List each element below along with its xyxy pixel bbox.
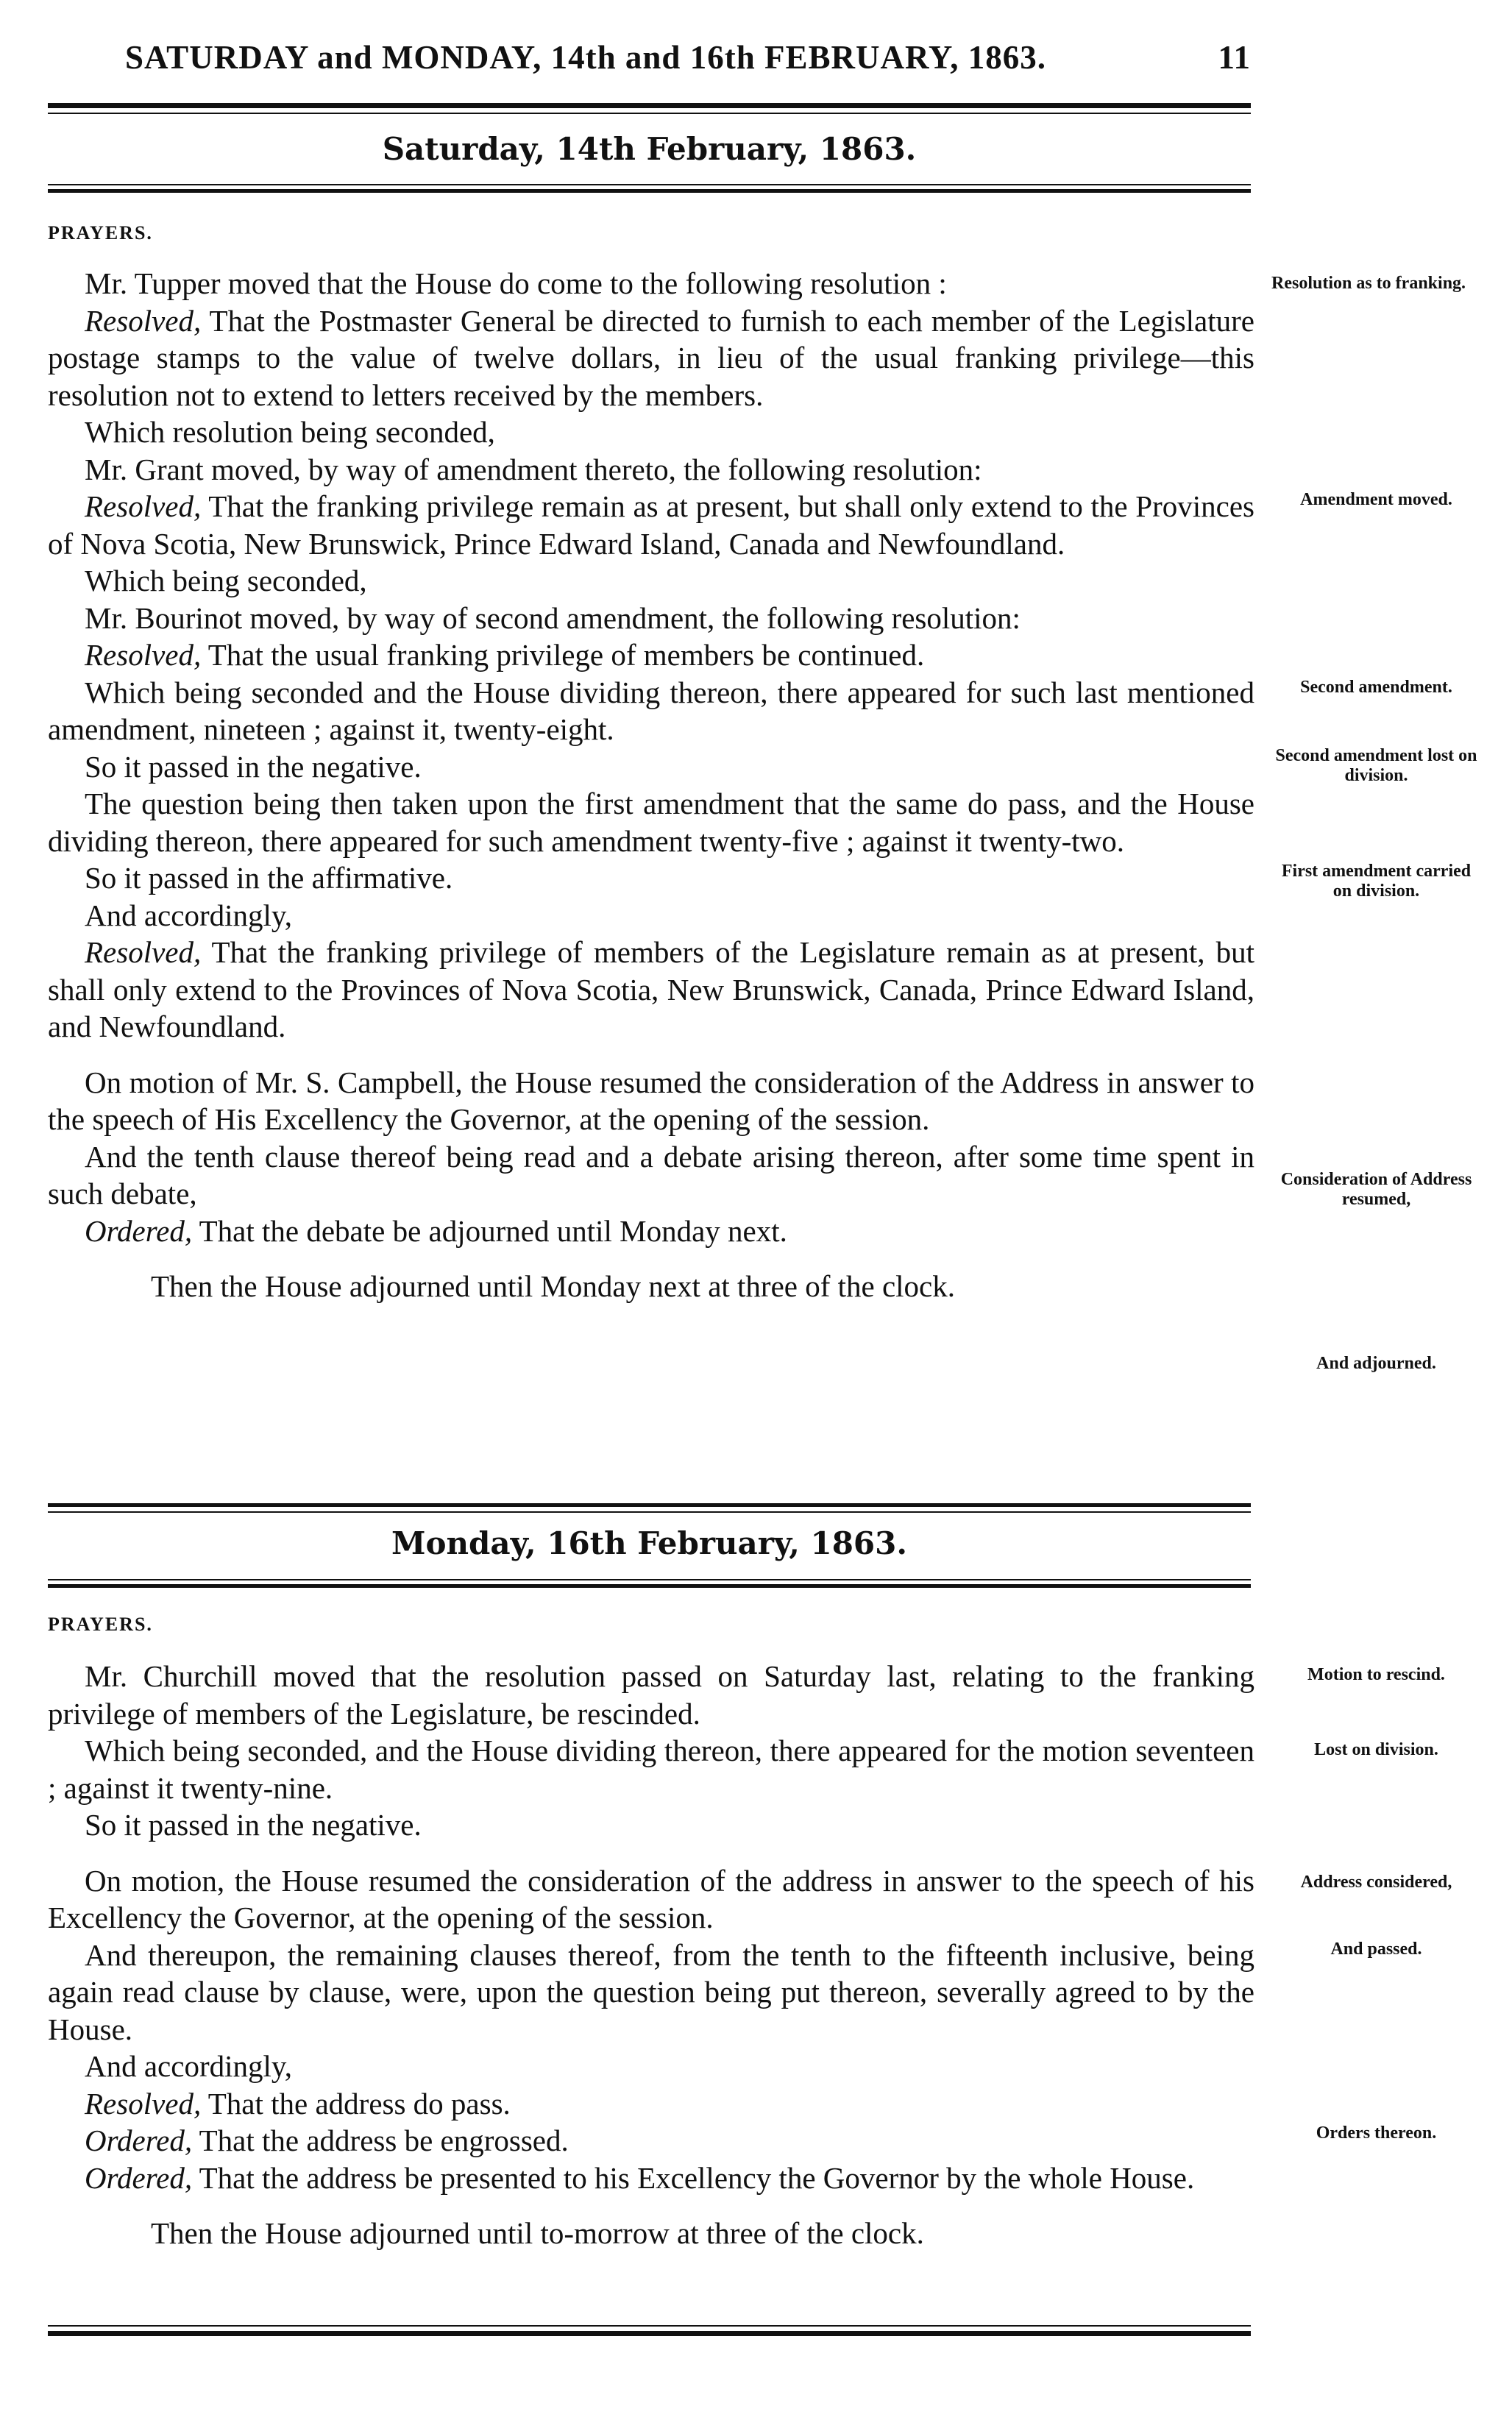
monday-proceedings xyxy=(48,1658,1254,2271)
italic-lead: Resolved, xyxy=(85,303,202,338)
margin-note: Second amendment lost on division. xyxy=(1275,746,1477,785)
page-number: 11 xyxy=(1218,39,1251,76)
paragraph: So it passed in the negative. xyxy=(85,1808,422,1842)
header-rule-thick xyxy=(48,103,1251,108)
paragraph-text: That the address do pass. xyxy=(201,2086,511,2121)
paragraph-text: That the Postmaster General be directed to furnish to each member of the Legislature postage stamps to the value of twelve dollars, in lieu of the usual franking privilege—this resolution not to extend to letters received by the members. xyxy=(48,303,1254,412)
paragraph: Which being seconded, and the House dividing thereon, there appeared for the motion seventeen ; against it twenty-nine. xyxy=(48,1734,1254,1805)
italic-lead: Ordered, xyxy=(85,2160,193,2195)
margin-note: Lost on division. xyxy=(1314,1740,1438,1759)
italic-lead: Resolved, xyxy=(85,935,202,969)
footer-rule-thick xyxy=(48,2331,1251,2336)
italic-lead: Resolved, xyxy=(85,2086,202,2121)
paragraph: On motion of Mr. S. Campbell, the House resumed the consideration of the Address in answer to the speech of His Excellency the Governor, at the opening of the session. xyxy=(48,1065,1254,1136)
paragraph xyxy=(48,2085,1254,2123)
paragraph-text: That the address be presented to his Excellency the Governor by the whole House. xyxy=(192,2160,1195,2195)
margin-note: Amendment moved. xyxy=(1300,490,1452,509)
margin-note: And passed. xyxy=(1330,1940,1422,1959)
monday-title-rule-thick-lower xyxy=(48,1584,1251,1588)
margin-note: Motion to rescind. xyxy=(1307,1665,1445,1684)
closing-line: Then the House adjourned until Monday next at three of the clock. xyxy=(151,1269,956,1303)
margin-note: Address considered, xyxy=(1300,1873,1452,1892)
paragraph-text: That the franking privilege of members of the Legislature remain as at present, but shall only extend to the Provinces of Nova Scotia, New Brunswick, Canada, Prince Edward Island, and Newfoundland. xyxy=(48,935,1254,1043)
paragraph: And accordingly, xyxy=(85,2049,292,2083)
monday-prayers: PRAYERS. xyxy=(48,1614,153,1635)
paragraph-text: That the usual franking privilege of members be continued. xyxy=(201,638,925,672)
italic-lead: Resolved, xyxy=(85,638,202,672)
running-title: SATURDAY and MONDAY, 14th and 16th FEBRUARY, 1863. xyxy=(125,39,1047,76)
paragraph: Mr. Bourinot moved, by way of second amendment, the following resolution: xyxy=(85,600,1021,635)
margin-note: Second amendment. xyxy=(1300,678,1452,697)
paragraph xyxy=(48,2160,1254,2197)
italic-lead: Ordered, xyxy=(85,2123,193,2157)
paragraph xyxy=(48,488,1254,562)
paragraph xyxy=(48,2122,1254,2160)
paragraph: And thereupon, the remaining clauses thereof, from the tenth to the fifteenth inclusive, being again read clause by clause, were, upon the question being put thereon, severally agreed to by the House. xyxy=(48,1937,1254,2046)
header-rule-thin xyxy=(48,113,1251,114)
margin-note: Consideration of Address resumed, xyxy=(1280,1170,1472,1209)
paragraph xyxy=(48,934,1254,1046)
running-head xyxy=(125,38,1251,77)
monday-title-rule-thin xyxy=(48,1511,1251,1513)
saturday-prayers: PRAYERS. xyxy=(48,222,153,244)
saturday-title-rule-thin xyxy=(48,184,1251,185)
paragraph: On motion, the House resumed the consideration of the address in answer to the speech of his Excellency the Governor, at the opening of the session. xyxy=(48,1863,1254,1934)
paragraph: And accordingly, xyxy=(85,898,292,932)
paragraph: The question being then taken upon the first amendment that the same do pass, and the House dividing thereon, there appeared for such amendment twenty-five ; against it twenty-two. xyxy=(48,787,1254,858)
paragraph: Mr. Tupper moved that the House do come to the following resolution : xyxy=(85,266,947,300)
paragraph: So it passed in the affirmative. xyxy=(85,861,453,895)
paragraph xyxy=(48,636,1254,674)
margin-note: And adjourned. xyxy=(1316,1354,1436,1373)
paragraph: Which being seconded, xyxy=(85,564,367,597)
paragraph: Mr. Grant moved, by way of amendment thereto, the following resolution: xyxy=(85,452,982,486)
monday-title: Monday, 16th February, 1863. xyxy=(391,1525,908,1561)
closing-line: Then the House adjourned until to-morrow at three of the clock. xyxy=(151,2216,924,2250)
margin-note: Orders thereon. xyxy=(1316,2123,1437,2143)
margin-note: First amendment carried on division. xyxy=(1281,862,1472,901)
italic-lead: Resolved, xyxy=(85,489,202,523)
paragraph xyxy=(48,302,1254,414)
paragraph-text: That the debate be adjourned until Monday next. xyxy=(192,1213,787,1248)
paragraph: Which resolution being seconded, xyxy=(85,415,495,449)
paragraph: And the tenth clause thereof being read and a debate arising thereon, after some time spent in such debate, xyxy=(48,1139,1254,1210)
paragraph-text: That the address be engrossed. xyxy=(192,2123,569,2157)
paragraph: Mr. Churchill moved that the resolution passed on Saturday last, relating to the franking privilege of members of the Legislature, be rescinded. xyxy=(48,1659,1254,1731)
paragraph: So it passed in the negative. xyxy=(85,749,422,784)
monday-title-rule-thin-lower xyxy=(48,1579,1251,1580)
paragraph: Which being seconded and the House dividing thereon, there appeared for such last mentioned amendment, nineteen ; against it, twenty-eight. xyxy=(48,675,1254,746)
footer-rule-thin xyxy=(48,2325,1251,2327)
saturday-title: Saturday, 14th February, 1863. xyxy=(382,131,917,167)
saturday-proceedings xyxy=(48,265,1254,1324)
saturday-title-rule-thick xyxy=(48,189,1251,193)
paragraph xyxy=(48,1213,1254,1250)
italic-lead: Ordered, xyxy=(85,1213,193,1248)
margin-note: Resolution as to franking. xyxy=(1271,274,1466,293)
paragraph-text: That the franking privilege remain as at present, but shall only extend to the Provinces of Nova Scotia, New Brunswick, Prince Edward Island, Canada and Newfoundland. xyxy=(48,489,1254,561)
monday-title-rule-thick xyxy=(48,1503,1251,1507)
